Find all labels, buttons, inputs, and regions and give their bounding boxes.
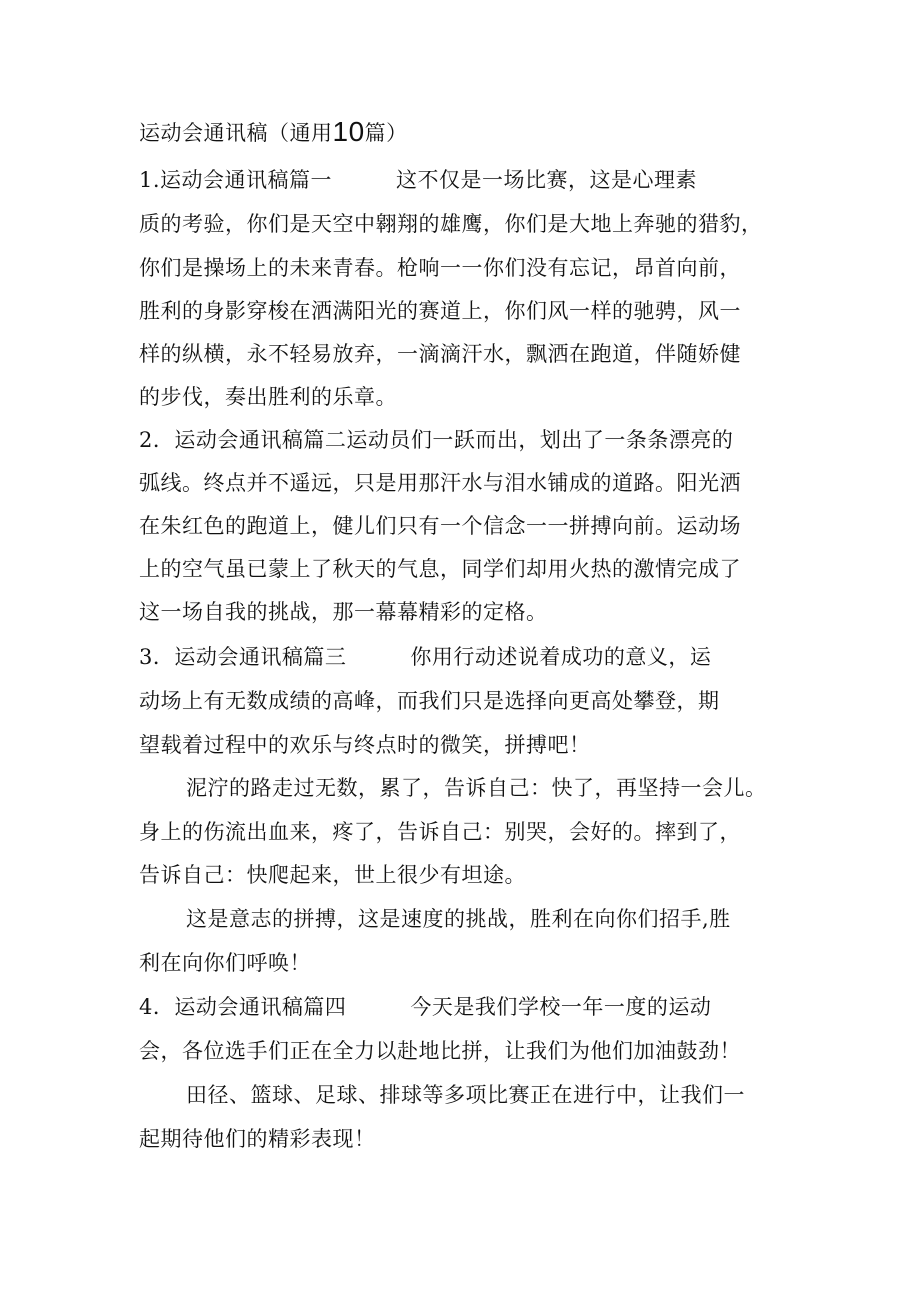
section-1-text: 这不仅是一场比赛，这是心理素 <box>396 168 698 192</box>
section-2-line: 这一场自我的挑战，那一幕幕精彩的定格。 <box>139 600 548 624</box>
section-3-paragraph-2-line: 身上的伤流出血来，疼了，告诉自己：别哭，会好的。摔到了， <box>139 820 741 844</box>
section-3-paragraph-3-line: 利在向你们呼唤！ <box>139 951 311 975</box>
section-2-line: 弧线。终点并不遥远，只是用那汗水与泪水铺成的道路。阳光洒 <box>139 471 741 495</box>
section-2-line: 在朱红色的跑道上，健儿们只有一个信念一一拼搏向前。运动场 <box>139 514 741 538</box>
section-1-line: 胜利的身影穿梭在洒满阳光的赛道上，你们风一样的驰骋，风一 <box>139 299 741 323</box>
section-4-first-line <box>139 995 711 1019</box>
section-3-paragraph-2-line: 告诉自己：快爬起来，世上很少有坦途。 <box>139 863 526 887</box>
section-3-heading: 3．运动会通讯稿篇三 <box>139 645 347 669</box>
section-4-text: 今天是我们学校一年一度的运动 <box>410 995 712 1019</box>
document-title <box>139 116 408 147</box>
section-1-first-line <box>139 168 697 192</box>
section-2-line: 上的空气虽已蒙上了秋天的气息，同学们却用火热的激情完成了 <box>139 557 741 581</box>
section-4-heading: 4．运动会通讯稿篇四 <box>139 995 347 1019</box>
section-2-line: 2．运动会通讯稿篇二运动员们一跃而出，划出了一条条漂亮的 <box>139 428 734 452</box>
section-1-line: 样的纵横，永不轻易放弃，一滴滴汗水，飘洒在跑道，伴随娇健 <box>139 342 741 366</box>
title-suffix: 篇） <box>364 121 408 145</box>
section-4-line: 会，各位选手们正在全力以赴地比拼，让我们为他们加油鼓劲！ <box>139 1039 741 1063</box>
section-4-paragraph-2-line: 田径、篮球、足球、排球等多项比赛正在进行中，让我们一 <box>186 1083 745 1107</box>
section-3-first-line <box>139 645 711 669</box>
section-3-paragraph-2-line: 泥泞的路走过无数，累了，告诉自己：快了，再坚持一会儿。 <box>186 776 767 800</box>
title-prefix: 运动会通讯稿（通用 <box>139 121 333 145</box>
section-1-line: 质的考验，你们是天空中翱翔的雄鹰，你们是大地上奔驰的猎豹， <box>139 212 763 236</box>
title-number: 10 <box>332 116 365 147</box>
section-4-paragraph-2-line: 起期待他们的精彩表现！ <box>139 1127 376 1151</box>
section-1-line: 你们是操场上的未来青春。枪响一一你们没有忘记，昂首向前， <box>139 256 741 280</box>
section-3-paragraph-3-line: 这是意志的拼搏，这是速度的挑战，胜利在向你们招手,胜 <box>186 907 731 931</box>
section-3-line: 望载着过程中的欢乐与终点时的微笑，拼搏吧！ <box>139 733 591 757</box>
section-3-line: 动场上有无数成绩的高峰，而我们只是选择向更高处攀登，期 <box>139 689 720 713</box>
section-3-text: 你用行动述说着成功的意义，运 <box>410 645 712 669</box>
section-1-line: 的步伐，奏出胜利的乐章。 <box>139 385 397 409</box>
section-1-heading: 1.运动会通讯稿篇一 <box>139 168 333 192</box>
